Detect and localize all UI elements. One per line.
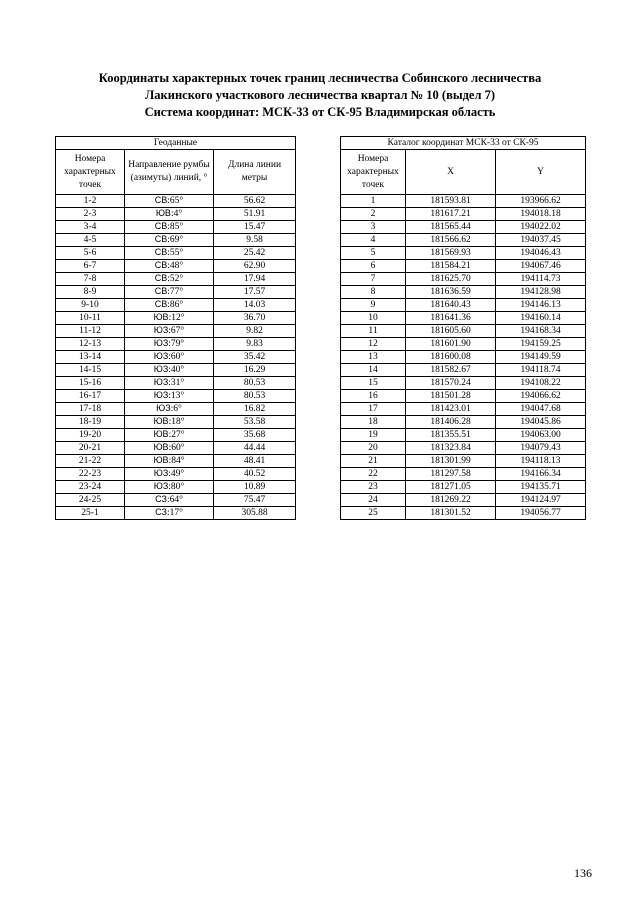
table-row [56, 390, 296, 403]
length-cell: 53.58 [214, 416, 296, 429]
y-coordinate-cell: 194168.34 [496, 325, 586, 338]
point-number-cell: 2 [341, 208, 406, 221]
y-coordinate-cell: 194108.22 [496, 377, 586, 390]
direction-degrees: :69° [167, 235, 184, 245]
direction-bearing: ЮЗ [153, 351, 169, 361]
geodata-col-direction: Направление румбы (азимуты) линий, ° [125, 150, 214, 195]
direction-degrees: :6° [170, 404, 182, 414]
table-row [56, 494, 296, 507]
y-coordinate-cell: 194056.77 [496, 507, 586, 520]
direction-bearing: ЮЗ [153, 377, 169, 387]
x-coordinate-cell: 181297.58 [406, 468, 496, 481]
table-row [341, 351, 586, 364]
table-row [56, 338, 296, 351]
direction-bearing: ЮЗ [153, 338, 169, 348]
direction-degrees: :86° [167, 300, 184, 310]
direction-cell [125, 390, 214, 403]
point-pair-cell: 2-3 [56, 208, 125, 221]
length-cell: 36.70 [214, 312, 296, 325]
direction-degrees: :84° [168, 456, 185, 466]
direction-bearing: ЮВ [153, 442, 169, 452]
direction-bearing: ЮЗ [153, 325, 169, 335]
point-pair-cell: 23-24 [56, 481, 125, 494]
point-number-cell: 25 [341, 507, 406, 520]
direction-degrees: :27° [168, 430, 185, 440]
direction-bearing: ЮВ [153, 455, 169, 465]
direction-cell [125, 455, 214, 468]
x-coordinate-cell: 181271.05 [406, 481, 496, 494]
geodata-caption: Геоданные [56, 137, 296, 150]
point-number-cell: 10 [341, 312, 406, 325]
direction-cell [125, 351, 214, 364]
point-pair-cell: 17-18 [56, 403, 125, 416]
length-cell: 305.88 [214, 507, 296, 520]
table-row [56, 312, 296, 325]
x-coordinate-cell: 181323.84 [406, 442, 496, 455]
point-number-cell: 22 [341, 468, 406, 481]
x-coordinate-cell: 181617.21 [406, 208, 496, 221]
table-row [341, 286, 586, 299]
length-cell: 9.82 [214, 325, 296, 338]
table-row [56, 273, 296, 286]
y-coordinate-cell: 194149.59 [496, 351, 586, 364]
direction-bearing: СВ [154, 234, 168, 244]
point-pair-cell: 16-17 [56, 390, 125, 403]
table-row [341, 364, 586, 377]
direction-bearing: ЮЗ [153, 481, 169, 491]
point-number-cell: 4 [341, 234, 406, 247]
length-cell: 16.29 [214, 364, 296, 377]
length-cell: 62.90 [214, 260, 296, 273]
length-cell: 35.42 [214, 351, 296, 364]
table-row [341, 260, 586, 273]
table-row [56, 429, 296, 442]
point-pair-cell: 19-20 [56, 429, 125, 442]
direction-bearing: ЮВ [153, 429, 169, 439]
direction-bearing: ЮЗ [153, 468, 169, 478]
point-pair-cell: 24-25 [56, 494, 125, 507]
direction-cell [125, 338, 214, 351]
table-row [341, 442, 586, 455]
direction-degrees: :17° [166, 508, 183, 518]
direction-bearing: СВ [154, 260, 168, 270]
y-coordinate-cell: 194067.46 [496, 260, 586, 273]
direction-degrees: :52° [167, 274, 184, 284]
y-coordinate-cell: 194046.43 [496, 247, 586, 260]
y-coordinate-cell: 194063.00 [496, 429, 586, 442]
table-row [341, 468, 586, 481]
direction-degrees: :77° [167, 287, 184, 297]
point-pair-cell: 22-23 [56, 468, 125, 481]
y-coordinate-cell: 194045.86 [496, 416, 586, 429]
direction-degrees: :67° [168, 326, 185, 336]
length-cell: 16.82 [214, 403, 296, 416]
direction-bearing: СЗ [155, 507, 167, 517]
direction-cell [125, 377, 214, 390]
point-number-cell: 12 [341, 338, 406, 351]
x-coordinate-cell: 181570.24 [406, 377, 496, 390]
table-row [56, 507, 296, 520]
point-number-cell: 6 [341, 260, 406, 273]
direction-degrees: :49° [168, 469, 185, 479]
point-pair-cell: 15-16 [56, 377, 125, 390]
point-number-cell: 16 [341, 390, 406, 403]
x-coordinate-cell: 181301.52 [406, 507, 496, 520]
point-number-cell: 7 [341, 273, 406, 286]
x-coordinate-cell: 181301.99 [406, 455, 496, 468]
x-coordinate-cell: 181584.21 [406, 260, 496, 273]
x-coordinate-cell: 181641.36 [406, 312, 496, 325]
direction-bearing: СЗ [155, 494, 167, 504]
table-row [341, 455, 586, 468]
table-row [341, 481, 586, 494]
y-coordinate-cell: 194166.34 [496, 468, 586, 481]
direction-degrees: :31° [168, 378, 185, 388]
direction-cell [125, 429, 214, 442]
y-coordinate-cell: 194124.97 [496, 494, 586, 507]
catalog-body [341, 195, 586, 520]
table-row [56, 468, 296, 481]
direction-cell [125, 208, 214, 221]
x-coordinate-cell: 181593.81 [406, 195, 496, 208]
table-row [341, 195, 586, 208]
length-cell: 17.94 [214, 273, 296, 286]
direction-bearing: ЮВ [153, 312, 169, 322]
direction-degrees: :48° [167, 261, 184, 271]
direction-cell [125, 403, 214, 416]
point-pair-cell: 5-6 [56, 247, 125, 260]
direction-degrees: :13° [168, 391, 185, 401]
y-coordinate-cell: 194018.18 [496, 208, 586, 221]
y-coordinate-cell: 194118.74 [496, 364, 586, 377]
point-pair-cell: 8-9 [56, 286, 125, 299]
direction-bearing: СВ [154, 299, 168, 309]
table-row [56, 286, 296, 299]
table-row [341, 247, 586, 260]
point-number-cell: 21 [341, 455, 406, 468]
table-row [341, 416, 586, 429]
y-coordinate-cell: 194160.14 [496, 312, 586, 325]
point-pair-cell: 25-1 [56, 507, 125, 520]
point-number-cell: 23 [341, 481, 406, 494]
table-row [56, 234, 296, 247]
y-coordinate-cell: 194128.98 [496, 286, 586, 299]
point-pair-cell: 1-2 [56, 195, 125, 208]
length-cell: 75.47 [214, 494, 296, 507]
table-row [56, 364, 296, 377]
catalog-col-points: Номера характерных точек [341, 150, 406, 195]
length-cell: 25.42 [214, 247, 296, 260]
length-cell: 9.83 [214, 338, 296, 351]
point-number-cell: 11 [341, 325, 406, 338]
point-pair-cell: 14-15 [56, 364, 125, 377]
direction-degrees: :79° [168, 339, 185, 349]
direction-cell [125, 221, 214, 234]
direction-bearing: ЮВ [153, 416, 169, 426]
y-coordinate-cell: 194047.68 [496, 403, 586, 416]
direction-cell [125, 481, 214, 494]
point-pair-cell: 6-7 [56, 260, 125, 273]
y-coordinate-cell: 194135.71 [496, 481, 586, 494]
direction-degrees: :4° [170, 209, 183, 219]
point-pair-cell: 3-4 [56, 221, 125, 234]
table-row [56, 377, 296, 390]
table-row [56, 221, 296, 234]
point-number-cell: 8 [341, 286, 406, 299]
length-cell: 10.89 [214, 481, 296, 494]
direction-cell [125, 247, 214, 260]
table-row [341, 234, 586, 247]
x-coordinate-cell: 181601.90 [406, 338, 496, 351]
table-row [341, 338, 586, 351]
y-coordinate-cell: 194159.25 [496, 338, 586, 351]
direction-bearing: СВ [154, 247, 168, 257]
direction-cell [125, 468, 214, 481]
table-row [341, 429, 586, 442]
y-coordinate-cell: 194118.13 [496, 455, 586, 468]
direction-cell [125, 195, 214, 208]
direction-cell [125, 234, 214, 247]
length-cell: 15.47 [214, 221, 296, 234]
direction-degrees: :55° [167, 248, 184, 258]
point-number-cell: 17 [341, 403, 406, 416]
direction-degrees: :60° [168, 443, 185, 453]
table-row [341, 312, 586, 325]
point-pair-cell: 21-22 [56, 455, 125, 468]
length-cell: 44.44 [214, 442, 296, 455]
geodata-col-points: Номера характерных точек [56, 150, 125, 195]
y-coordinate-cell: 194022.02 [496, 221, 586, 234]
table-row [56, 416, 296, 429]
table-row [341, 390, 586, 403]
direction-degrees: :65° [167, 196, 184, 206]
table-row [341, 299, 586, 312]
point-pair-cell: 9-10 [56, 299, 125, 312]
point-number-cell: 15 [341, 377, 406, 390]
point-number-cell: 14 [341, 364, 406, 377]
y-coordinate-cell: 194037.45 [496, 234, 586, 247]
x-coordinate-cell: 181565.44 [406, 221, 496, 234]
point-pair-cell: 13-14 [56, 351, 125, 364]
table-row [56, 442, 296, 455]
geodata-col-length: Длина линии метры [214, 150, 296, 195]
direction-degrees: :60° [168, 352, 185, 362]
length-cell: 17.57 [214, 286, 296, 299]
length-cell: 40.52 [214, 468, 296, 481]
table-row [56, 325, 296, 338]
point-number-cell: 1 [341, 195, 406, 208]
length-cell: 80.53 [214, 377, 296, 390]
catalog-col-x: X [406, 150, 496, 195]
point-number-cell: 18 [341, 416, 406, 429]
direction-cell [125, 494, 214, 507]
x-coordinate-cell: 181605.60 [406, 325, 496, 338]
table-row [56, 351, 296, 364]
geodata-body [56, 195, 296, 520]
direction-cell [125, 273, 214, 286]
direction-bearing: ЮЗ [156, 403, 171, 413]
x-coordinate-cell: 181625.70 [406, 273, 496, 286]
geodata-table [55, 136, 296, 520]
y-coordinate-cell: 194079.43 [496, 442, 586, 455]
direction-bearing: СВ [154, 195, 168, 205]
point-number-cell: 20 [341, 442, 406, 455]
length-cell: 9.58 [214, 234, 296, 247]
x-coordinate-cell: 181582.67 [406, 364, 496, 377]
direction-degrees: :80° [168, 482, 185, 492]
table-row [56, 208, 296, 221]
x-coordinate-cell: 181566.62 [406, 234, 496, 247]
direction-cell [125, 416, 214, 429]
x-coordinate-cell: 181423.01 [406, 403, 496, 416]
direction-cell [125, 312, 214, 325]
point-pair-cell: 7-8 [56, 273, 125, 286]
direction-bearing: СВ [154, 221, 168, 231]
catalog-table [340, 136, 586, 520]
x-coordinate-cell: 181640.43 [406, 299, 496, 312]
direction-degrees: :18° [168, 417, 185, 427]
direction-bearing: СВ [154, 286, 168, 296]
page-number: 136 [574, 866, 592, 880]
direction-degrees: :64° [166, 495, 183, 505]
y-coordinate-cell: 193966.62 [496, 195, 586, 208]
length-cell: 48.41 [214, 455, 296, 468]
catalog-caption: Каталог координат МСК-33 от СК-95 [341, 137, 586, 150]
point-number-cell: 19 [341, 429, 406, 442]
direction-cell [125, 507, 214, 520]
direction-cell [125, 299, 214, 312]
direction-bearing: ЮВ [155, 208, 171, 218]
table-row [341, 208, 586, 221]
table-row [56, 195, 296, 208]
table-row [341, 221, 586, 234]
direction-bearing: СВ [154, 273, 168, 283]
x-coordinate-cell: 181406.28 [406, 416, 496, 429]
x-coordinate-cell: 181269.22 [406, 494, 496, 507]
table-row [56, 481, 296, 494]
length-cell: 14.03 [214, 299, 296, 312]
title-line-1: Координаты характерных точек границ лесничества Собинского лесничества [98, 71, 542, 85]
y-coordinate-cell: 194066.62 [496, 390, 586, 403]
point-pair-cell: 10-11 [56, 312, 125, 325]
direction-cell [125, 364, 214, 377]
point-number-cell: 3 [341, 221, 406, 234]
length-cell: 80.53 [214, 390, 296, 403]
table-row [56, 247, 296, 260]
point-pair-cell: 18-19 [56, 416, 125, 429]
direction-bearing: ЮЗ [153, 390, 169, 400]
direction-degrees: :85° [167, 222, 184, 232]
point-number-cell: 13 [341, 351, 406, 364]
direction-cell [125, 286, 214, 299]
table-row [341, 377, 586, 390]
table-row [341, 273, 586, 286]
title-line-3: Система координат: МСК-33 от СК-95 Владимирская область [144, 105, 496, 119]
y-coordinate-cell: 194114.73 [496, 273, 586, 286]
table-row [341, 494, 586, 507]
direction-degrees: :40° [168, 365, 185, 375]
x-coordinate-cell: 181636.59 [406, 286, 496, 299]
x-coordinate-cell: 181569.93 [406, 247, 496, 260]
table-row [56, 403, 296, 416]
length-cell: 56.62 [214, 195, 296, 208]
direction-cell [125, 260, 214, 273]
point-pair-cell: 4-5 [56, 234, 125, 247]
table-row [341, 403, 586, 416]
table-row [56, 299, 296, 312]
direction-bearing: ЮЗ [153, 364, 169, 374]
point-pair-cell: 11-12 [56, 325, 125, 338]
length-cell: 35.68 [214, 429, 296, 442]
x-coordinate-cell: 181355.51 [406, 429, 496, 442]
x-coordinate-cell: 181600.08 [406, 351, 496, 364]
table-row [341, 507, 586, 520]
y-coordinate-cell: 194146.13 [496, 299, 586, 312]
title-line-2: Лакинского участкового лесничества квартал № 10 (выдел 7) [144, 88, 496, 102]
x-coordinate-cell: 181501.28 [406, 390, 496, 403]
point-pair-cell: 20-21 [56, 442, 125, 455]
point-number-cell: 5 [341, 247, 406, 260]
direction-degrees: :12° [168, 313, 185, 323]
table-row [341, 325, 586, 338]
length-cell: 51.91 [214, 208, 296, 221]
point-pair-cell: 12-13 [56, 338, 125, 351]
table-row [56, 260, 296, 273]
point-number-cell: 24 [341, 494, 406, 507]
document-title [0, 70, 640, 121]
direction-cell [125, 325, 214, 338]
catalog-col-y: Y [496, 150, 586, 195]
point-number-cell: 9 [341, 299, 406, 312]
direction-cell [125, 442, 214, 455]
table-row [56, 455, 296, 468]
